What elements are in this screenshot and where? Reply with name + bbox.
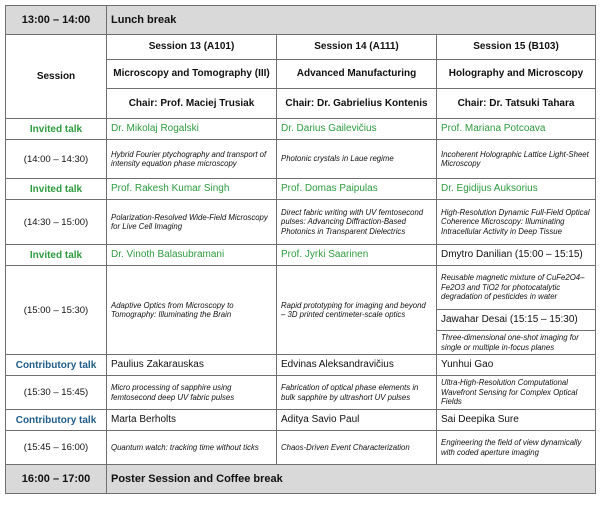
slot-5-title-row: [6, 431, 596, 465]
slot-2-title-s15: High-Resolution Dynamic Full-Field Optical Coherence Microscopy: Illuminating Intracellular Activity in Deep Tissue: [437, 200, 596, 245]
slot-2-time: (14:30 – 15:00): [6, 200, 107, 245]
session-14-chair: Chair: Dr. Gabrielius Kontenis: [277, 89, 437, 119]
slot-2-speaker-row: [6, 179, 596, 200]
session-13-topic: Microscopy and Tomography (III): [107, 60, 277, 89]
slot-3-speaker-s13: Dr. Vinoth Balasubramani: [107, 245, 277, 266]
slot-3-time: (15:00 – 15:30): [6, 266, 107, 355]
slot-4-title-row: [6, 376, 596, 410]
slot-1-speaker-s13: Dr. Mikolaj Rogalski: [107, 119, 277, 140]
slot-1-speaker-row: [6, 119, 596, 140]
session-15-chair: Chair: Dr. Tatsuki Tahara: [437, 89, 596, 119]
slot-1-title-s13: Hybrid Fourier ptychography and transport of intensity equation phase microscopy: [107, 140, 277, 179]
poster-row: [6, 465, 596, 494]
slot-2-title-s13: Polarization-Resolved Wide-Field Microscopy for Live Cell Imaging: [107, 200, 277, 245]
slot-5-speaker-s13: Marta Berholts: [107, 410, 277, 431]
slot-5-title-s14: Chaos-Driven Event Characterization: [277, 431, 437, 465]
slot-5-title-s15: Engineering the field of view dynamically with coded aperture imaging: [437, 431, 596, 465]
poster-label: Poster Session and Coffee break: [107, 465, 596, 494]
slot-3-title-s13: Adaptive Optics from Microscopy to Tomography: Illuminating the Brain: [107, 266, 277, 355]
poster-time: 16:00 – 17:00: [6, 465, 107, 494]
slot-5-time: (15:45 – 16:00): [6, 431, 107, 465]
slot-4-speaker-s13: Paulius Zakarauskas: [107, 355, 277, 376]
session-14-name: Session 14 (A111): [277, 35, 437, 60]
slot-1-speaker-s15: Prof. Mariana Potcoava: [437, 119, 596, 140]
lunch-label: Lunch break: [107, 6, 596, 35]
slot-2-speaker-s15: Dr. Egidijus Auksorius: [437, 179, 596, 200]
slot-3-speaker-s15b: Jawahar Desai (15:15 – 15:30): [437, 310, 596, 331]
slot-3-speaker-s14: Prof. Jyrki Saarinen: [277, 245, 437, 266]
slot-1-time: (14:00 – 14:30): [6, 140, 107, 179]
session-14-topic: Advanced Manufacturing: [277, 60, 437, 89]
slot-5-label: Contributory talk: [6, 410, 107, 431]
session-15-topic: Holography and Microscopy: [437, 60, 596, 89]
slot-1-title-row: [6, 140, 596, 179]
session-13-chair: Chair: Prof. Maciej Trusiak: [107, 89, 277, 119]
slot-4-title-s13: Micro processing of sapphire using femtosecond deep UV fabric pulses: [107, 376, 277, 410]
slot-4-speaker-row: [6, 355, 596, 376]
slot-1-speaker-s14: Dr. Darius Gailevičius: [277, 119, 437, 140]
lunch-time: 13:00 – 14:00: [6, 6, 107, 35]
slot-2-title-row: [6, 200, 596, 245]
slot-3-title-row-a: [6, 266, 596, 310]
slot-1-title-s15: Incoherent Holographic Lattice Light-Sheet Microscopy: [437, 140, 596, 179]
slot-3-label: Invited talk: [6, 245, 107, 266]
slot-4-speaker-s14: Edvinas Aleksandravičius: [277, 355, 437, 376]
slot-4-label: Contributory talk: [6, 355, 107, 376]
session-name-row: [6, 35, 596, 60]
slot-3-title-s15b: Three-dimensional one-shot imaging for single or multiple in-focus planes: [437, 331, 596, 355]
slot-3-speaker-row: [6, 245, 596, 266]
slot-4-title-s15: Ultra-High-Resolution Computational Wavefront Sensing for Complex Optical Fields: [437, 376, 596, 410]
session-label: Session: [6, 35, 107, 119]
slot-5-speaker-s14: Aditya Savio Paul: [277, 410, 437, 431]
lunch-row: [6, 6, 596, 35]
slot-5-speaker-row: [6, 410, 596, 431]
slot-5-speaker-s15: Sai Deepika Sure: [437, 410, 596, 431]
slot-4-title-s14: Fabrication of optical phase elements in bulk sapphire by ultrashort UV pulses: [277, 376, 437, 410]
slot-3-speaker-s15a: Dmytro Danilian (15:00 – 15:15): [437, 245, 596, 266]
slot-2-title-s14: Direct fabric writing with UV femtosecond pulses: Advancing Diffraction-Based Photonics in Transparent Dielectrics: [277, 200, 437, 245]
slot-2-speaker-s14: Prof. Domas Paipulas: [277, 179, 437, 200]
slot-1-label: Invited talk: [6, 119, 107, 140]
slot-5-title-s13: Quantum watch: tracking time without ticks: [107, 431, 277, 465]
slot-4-time: (15:30 – 15:45): [6, 376, 107, 410]
slot-3-title-s14: Rapid prototyping for imaging and beyond – 3D printed centimeter-scale optics: [277, 266, 437, 355]
slot-4-speaker-s15: Yunhui Gao: [437, 355, 596, 376]
slot-1-title-s14: Photonic crystals in Laue regime: [277, 140, 437, 179]
session-15-name: Session 15 (B103): [437, 35, 596, 60]
slot-2-speaker-s13: Prof. Rakesh Kumar Singh: [107, 179, 277, 200]
slot-3-title-s15a: Reusable magnetic mixture of CuFe2O4–Fe2O3 and TiO2 for photocatalytic degradation of pesticides in water: [437, 266, 596, 310]
schedule-table: [5, 5, 596, 494]
slot-2-label: Invited talk: [6, 179, 107, 200]
session-13-name: Session 13 (A101): [107, 35, 277, 60]
